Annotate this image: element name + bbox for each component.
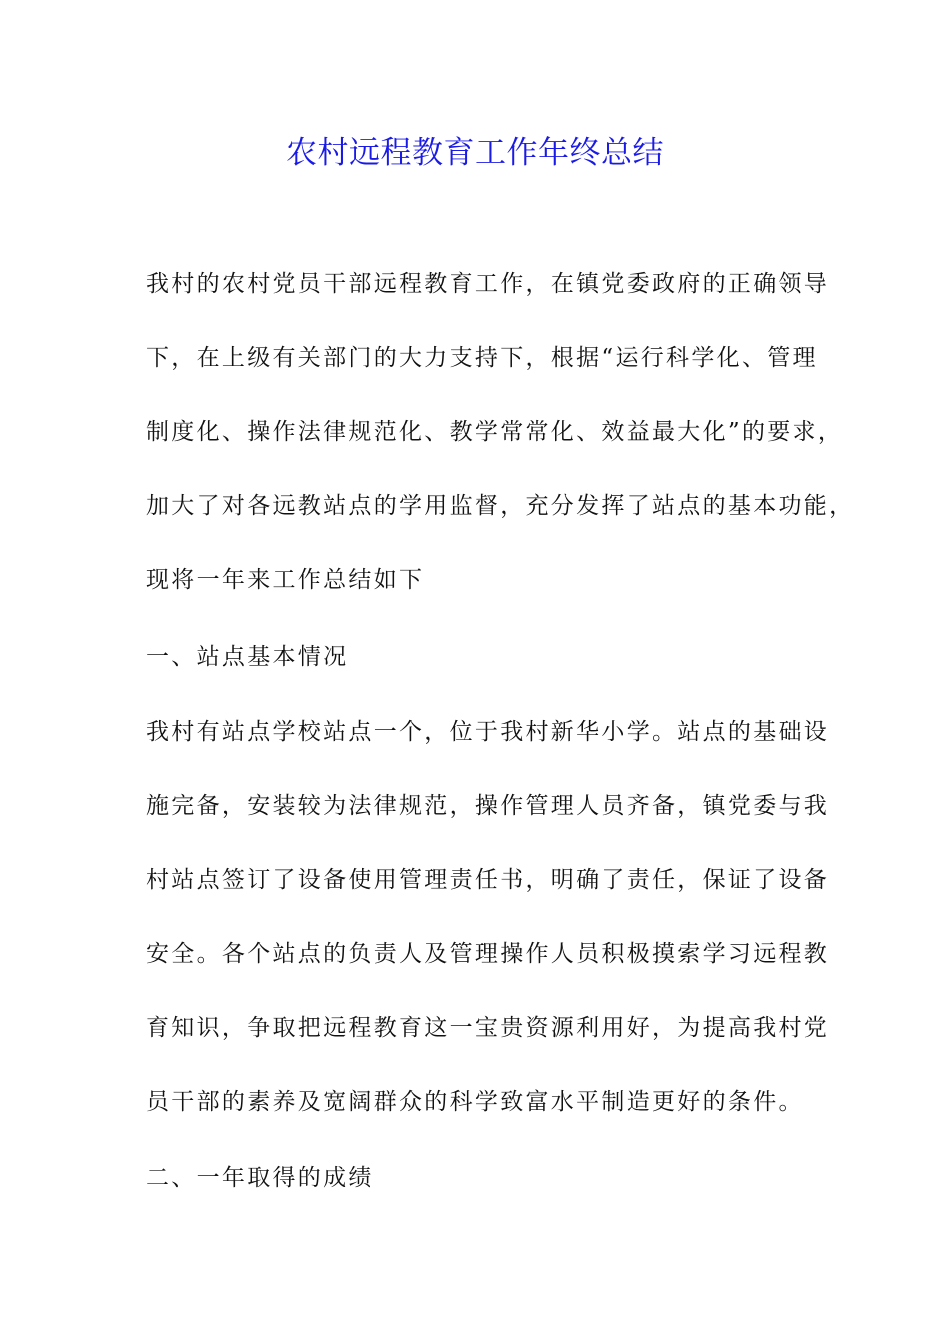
paragraph-line: 现将一年来工作总结如下 (146, 567, 425, 593)
document-title: 农村远程教育工作年终总结 (286, 135, 664, 171)
paragraph-line: 育知识，争取把远程教育这一宝贵资源利用好，为提高我村党 (146, 1015, 830, 1041)
paragraph-line: 下，在上级有关部门的大力支持下，根据“运行科学化、管理 (146, 345, 818, 371)
paragraph-line: 村站点签订了设备使用管理责任书，明确了责任，保证了设备 (146, 867, 830, 893)
paragraph-line: 安全。各个站点的负责人及管理操作人员积极摸索学习远程教 (146, 941, 830, 967)
section-heading: 一、站点基本情况 (146, 644, 349, 670)
section-heading: 二、一年取得的成绩 (146, 1165, 374, 1191)
paragraph-line: 我村的农村党员干部远程教育工作，在镇党委政府的正确领导 (146, 271, 830, 297)
paragraph-line: 加大了对各远教站点的学用监督，充分发挥了站点的基本功能， (146, 493, 855, 519)
paragraph-line: 员干部的素养及宽阔群众的科学致富水平制造更好的条件。 (146, 1089, 804, 1115)
paragraph-line: 制度化、操作法律规范化、教学常常化、效益最大化”的要求， (146, 419, 844, 445)
paragraph-line: 我村有站点学校站点一个，位于我村新华小学。站点的基础设 (146, 719, 830, 745)
paragraph-line: 施完备，安装较为法律规范，操作管理人员齐备，镇党委与我 (146, 793, 830, 819)
